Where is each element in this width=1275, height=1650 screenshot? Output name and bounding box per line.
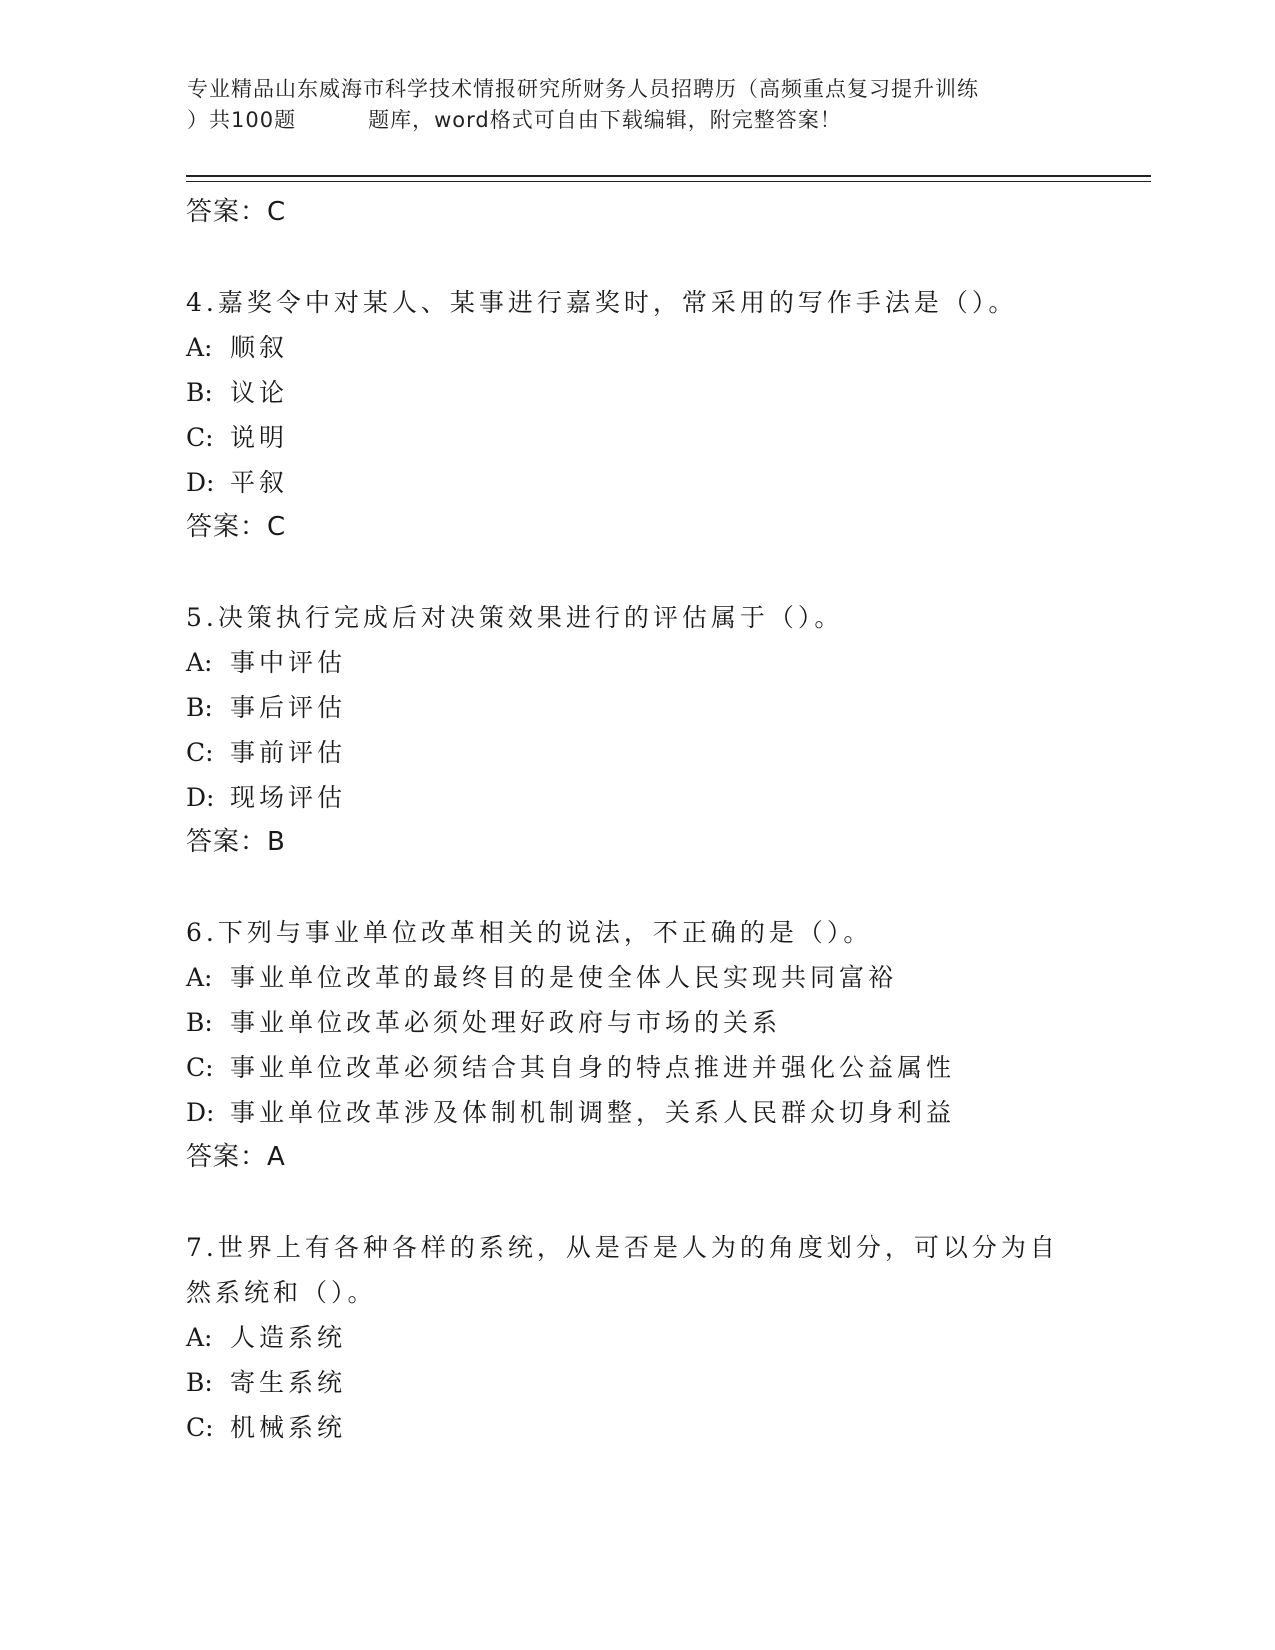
option-text: 寄生系统 <box>230 1368 347 1397</box>
question-text-line: 5.决策执行完成后对决策效果进行的评估属于（）。 <box>186 603 844 632</box>
question-list <box>186 190 1086 1450</box>
option-a <box>186 955 1086 1000</box>
option-text: 事前评估 <box>230 738 347 767</box>
option-text: 顺叙 <box>230 333 289 362</box>
option-key: D: <box>186 783 215 812</box>
option-key: C: <box>186 738 214 767</box>
option-b <box>186 370 1086 415</box>
option-text: 现场评估 <box>230 783 347 812</box>
option-d <box>186 775 1086 820</box>
option-text: 事业单位改革必须处理好政府与市场的关系 <box>230 1008 782 1037</box>
option-a <box>186 1315 1086 1360</box>
answer-line: 答案：C <box>186 512 287 542</box>
header-subtitle: 题库，word格式可自由下载编辑，附完整答案！ <box>368 108 842 132</box>
page-header <box>187 74 1087 136</box>
question-text <box>186 910 1086 955</box>
option-text: 事业单位改革涉及体制机制调整，关系人民群众切身利益 <box>230 1098 956 1127</box>
option-key: A: <box>186 963 213 992</box>
option-key: B: <box>186 1368 213 1397</box>
option-key: A: <box>186 648 213 677</box>
option-c <box>186 1045 1086 1090</box>
option-b <box>186 1000 1086 1045</box>
answer-line: 答案：C <box>186 197 287 227</box>
option-c <box>186 1405 1086 1450</box>
answer-line: 答案：A <box>186 1142 286 1172</box>
question-item <box>186 280 1086 549</box>
option-text: 平叙 <box>230 468 289 497</box>
question-text-line: 4.嘉奖令中对某人、某事进行嘉奖时，常采用的写作手法是（）。 <box>186 288 1018 317</box>
option-key: C: <box>186 1413 214 1442</box>
option-text: 人造系统 <box>230 1323 347 1352</box>
question-text-line: 6.下列与事业单位改革相关的说法，不正确的是（）。 <box>186 918 873 947</box>
option-b <box>186 1360 1086 1405</box>
option-key: A: <box>186 1323 213 1352</box>
option-key: B: <box>186 378 213 407</box>
header-divider-thin <box>186 181 1151 182</box>
option-key: D: <box>186 1098 215 1127</box>
option-key: B: <box>186 1008 213 1037</box>
question-text-line: 7.世界上有各种各样的系统，从是否是人为的角度划分，可以分为自 <box>186 1233 1059 1262</box>
option-text: 说明 <box>230 423 289 452</box>
option-key: B: <box>186 693 213 722</box>
option-key: C: <box>186 1053 214 1082</box>
option-text: 机械系统 <box>230 1413 347 1442</box>
header-title-line-2 <box>187 105 1087 136</box>
option-text: 事中评估 <box>230 648 347 677</box>
header-divider-thick <box>186 175 1151 177</box>
header-count: ）共100题 <box>187 108 297 132</box>
option-text: 议论 <box>230 378 289 407</box>
question-text <box>186 1225 1086 1315</box>
question-item <box>186 595 1086 864</box>
option-d <box>186 1090 1086 1135</box>
option-b <box>186 685 1086 730</box>
question-item <box>186 1225 1086 1450</box>
option-text: 事业单位改革必须结合其自身的特点推进并强化公益属性 <box>230 1053 956 1082</box>
answer-line: 答案：B <box>186 827 286 857</box>
option-key: C: <box>186 423 214 452</box>
question-text-line: 然系统和（）。 <box>186 1278 377 1307</box>
option-key: A: <box>186 333 213 362</box>
header-title-line-1: 专业精品山东威海市科学技术情报研究所财务人员招聘历（高频重点复习提升训练 <box>187 77 979 101</box>
option-c <box>186 730 1086 775</box>
question-text <box>186 280 1086 325</box>
question-text <box>186 595 1086 640</box>
option-a <box>186 640 1086 685</box>
option-text: 事后评估 <box>230 693 347 722</box>
option-a <box>186 325 1086 370</box>
option-text: 事业单位改革的最终目的是使全体人民实现共同富裕 <box>230 963 898 992</box>
option-c <box>186 415 1086 460</box>
question-item <box>186 910 1086 1179</box>
option-key: D: <box>186 468 215 497</box>
option-d <box>186 460 1086 505</box>
